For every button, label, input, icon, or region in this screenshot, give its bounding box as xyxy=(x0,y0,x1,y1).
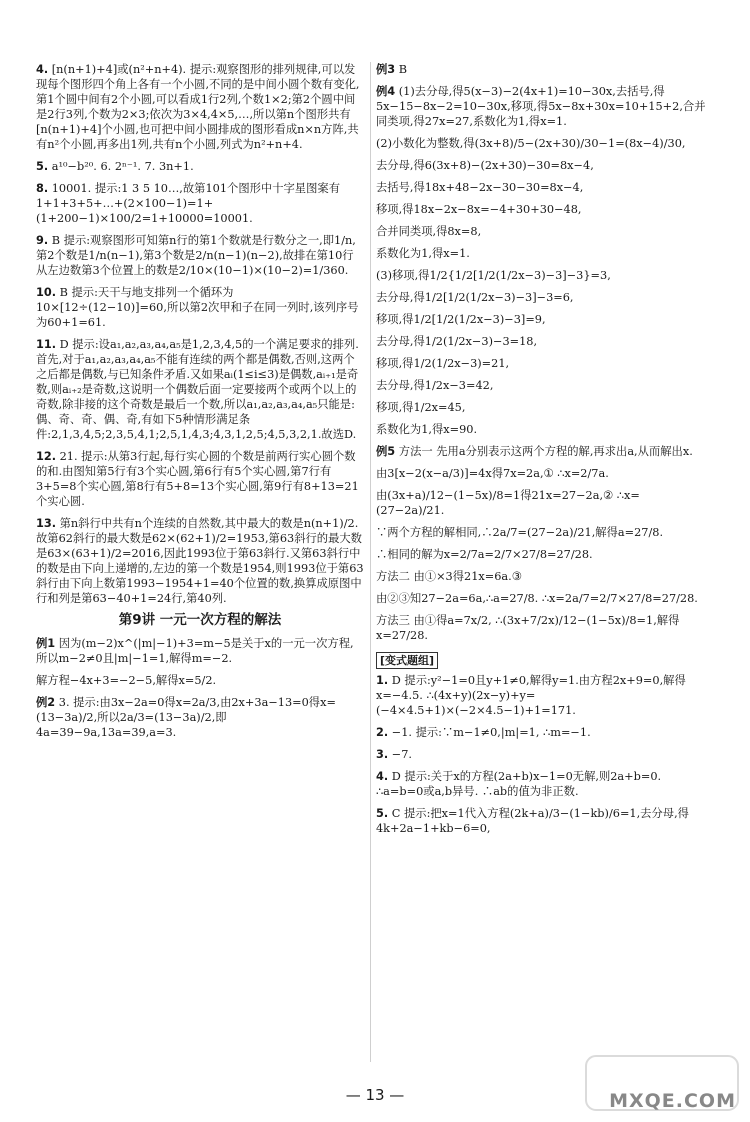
list-item: 12. 21. 提示:从第3行起,每行实心圆的个数是前两行实心圆个数的和.由图知第5行有3个实心圆,第6行有5个实心圆,第7行有3+5=8个实心圆,第8行有5+8=13个实心圆,第9行有8+13=21个实心圆. xyxy=(36,450,359,508)
solutions-list xyxy=(376,62,706,643)
answers-list xyxy=(36,62,364,606)
list-item: 例5 方法一 先用a分别表示这两个方程的解,再求出a,从而解出x. xyxy=(376,445,693,458)
list-item: 去分母,得6(3x+8)−(2x+30)−30=8x−4, xyxy=(376,159,594,172)
list-item: 方法二 由①×3得21x=6a.③ xyxy=(376,570,522,583)
list-item: 合并同类项,得8x=8, xyxy=(376,225,482,238)
list-item: 去分母,得1/2[1/2(1/2x−3)−3]−3=6, xyxy=(376,291,574,304)
list-item: ∵两个方程的解相同,∴2a/7=(27−2a)/21,解得a=27/8. xyxy=(376,526,664,539)
left-column xyxy=(36,62,364,747)
list-item: 移项,得1/2(1/2x−3)=21, xyxy=(376,357,510,370)
list-item: 移项,得1/2[1/2(1/2x−3)−3]=9, xyxy=(376,313,546,326)
variant-label: [变式题组] xyxy=(376,652,438,669)
examples-list xyxy=(36,636,364,740)
list-item: 例3 B xyxy=(376,63,408,76)
list-item: 4. D 提示:关于x的方程(2a+b)x−1=0无解,则2a+b=0. ∴a=b=0或a,b异号. ∴ab的值为非正数. xyxy=(376,770,662,798)
page-number: — 13 — xyxy=(345,1086,405,1104)
list-item: 4. [n(n+1)+4]或(n²+n+4). 提示:观察图形的排列规律,可以发现每个图形四个角上各有一个小圆,不同的是中间小圆个数有变化,第1个圆中间有2个小圆,可以看成1行2列,个数1×2;第2个圆中间是2行3列,个数为2×3;依次为3×4,4×5,…,所以第n个图形共有[n(n+1)+4]个小圆,也可把中间小圆排成的图形看成n×n方阵,共有n²个小圆,再多出1列,共有n个小圆,列式为n²+n+4. xyxy=(36,63,360,151)
list-item: 移项,得1/2x=45, xyxy=(376,401,466,414)
list-item: 方法三 由①得a=7x/2, ∴(3x+7/2x)/12−(1−5x)/8=1,解得x=27/28. xyxy=(376,614,680,642)
right-column xyxy=(376,62,706,843)
list-item: 例4 (1)去分母,得5(x−3)−2(4x+1)=10−30x,去括号,得5x−15−8x−2=10−30x,移项,得5x−8x+30x=10+15+2,合并同类项,得27x=27,系数化为1,得x=1. xyxy=(376,85,706,128)
watermark-text: MXQE.COM xyxy=(609,1090,736,1112)
list-item: 11. D 提示:设a₁,a₂,a₃,a₄,a₅是1,2,3,4,5的一个满足要求的排列.首先,对于a₁,a₂,a₃,a₄,a₅不能有连续的两个都是偶数,否则,这两个之后都是偶数,与已知条件矛盾.又如果aᵢ(1≤i≤3)是偶数,aᵢ₊₁是奇数,则aᵢ₊₂是奇数,这说明一个偶数后面一定要接两个或两个以上的奇数,除非接的这个奇数是最后一个数,所以a₁,a₂,a₃,a₄,a₅只能是:偶、奇、奇、偶、奇,有如下5种情形满足条件:2,1,3,4,5;2,3,5,4,1;2,5,1,4,3;4,3,1,2,5;4,5,3,2,1.故选D. xyxy=(36,338,359,441)
list-item: 去括号,得18x+48−2x−30−30=8x−4, xyxy=(376,181,584,194)
list-item: 5. C 提示:把x=1代入方程(2k+a)/3−(1−kb)/6=1,去分母,得4k+2a−1+kb−6=0, xyxy=(376,807,689,835)
list-item: 解方程−4x+3=−2−5,解得x=5/2. xyxy=(36,674,217,687)
list-item: 例2 3. 提示:由3x−2a=0得x=2a/3,由2x+3a−13=0得x=(13−3a)/2,所以2a/3=(13−3a)/2,即4a=39−9a,13a=39,a=3. xyxy=(36,696,336,739)
list-item: 9. B 提示:观察图形可知第n行的第1个数就是行数分之一,即1/n,第2个数是1/n(n−1),第3个数是2/n(n−1)(n−2),故排在第10行从左边数第3个位置上的数是2/10×(10−1)×(10−2)=1/360. xyxy=(36,234,356,277)
list-item: ∴相同的解为x=2/7a=2/7×27/8=27/28. xyxy=(376,548,593,561)
list-item: 2. −1. 提示:∵m−1≠0,|m|=1, ∴m=−1. xyxy=(376,726,591,739)
list-item: 系数化为1,得x=90. xyxy=(376,423,478,436)
section-title: 第9讲 一元一次方程的解法 xyxy=(118,612,282,628)
list-item: 13. 第n斜行中共有n个连续的自然数,其中最大的数是n(n+1)/2.故第62斜行的最大数是62×(62+1)/2=1953,第63斜行的最大数是63×(63+1)/2=2016,因此1993位于第63斜行.又第63斜行中的数是由下向上递增的,左边的第一个数是1954,则1993位于第63斜行由下向上数第1993−1954+1=40个位置的数,换算成原图中行和列是第63−40+1=24行,第40列. xyxy=(36,517,364,605)
list-item: 由3[x−2(x−a/3)]=4x得7x=2a,① ∴x=2/7a. xyxy=(376,467,609,480)
list-item: 8. 10001. 提示:1 3 5 10…,故第101个图形中十字星图案有1+1+3+5+…+(2×100−1)=1+(1+200−1)×100/2=1+10000=10001. xyxy=(36,182,340,225)
list-item: 由(3x+a)/12−(1−5x)/8=1得21x=27−2a,② ∴x=(27−2a)/21. xyxy=(376,489,640,517)
list-item: 例1 因为(m−2)x^(|m|−1)+3=m−5是关于x的一元一次方程,所以m−2≠0且|m|−1=1,解得m=−2. xyxy=(36,637,354,665)
list-item: (2)小数化为整数,得(3x+8)/5−(2x+30)/30−1=(8x−4)/30, xyxy=(376,137,686,150)
list-item: 3. −7. xyxy=(376,748,412,761)
list-item: 10. B 提示:天干与地支排列一个循环为10×[12÷(12−10)]=60,所以第2次甲和子在同一列时,该列序号为60+1=61. xyxy=(36,286,359,329)
list-item: 移项,得18x−2x−8x=−4+30+30−48, xyxy=(376,203,582,216)
list-item: 1. D 提示:y²−1=0且y+1≠0,解得y=1.由方程2x+9=0,解得x=−4.5. ∴(4x+y)(2x−y)+y=(−4×4.5+1)×(−2×4.5−1)+1=171. xyxy=(376,674,686,717)
list-item: 系数化为1,得x=1. xyxy=(376,247,470,260)
list-item: (3)移项,得1/2{1/2[1/2(1/2x−3)−3]−3}=3, xyxy=(376,269,611,282)
list-item: 去分母,得1/2x−3=42, xyxy=(376,379,494,392)
column-divider xyxy=(370,62,371,1062)
variants-list xyxy=(376,673,706,836)
list-item: 去分母,得1/2(1/2x−3)−3=18, xyxy=(376,335,538,348)
list-item: 由②③知27−2a=6a,∴a=27/8. ∴x=2a/7=2/7×27/8=27/28. xyxy=(376,592,698,605)
list-item: 5. a¹⁰−b²⁰. 6. 2ⁿ⁻¹. 7. 3n+1. xyxy=(36,160,194,173)
